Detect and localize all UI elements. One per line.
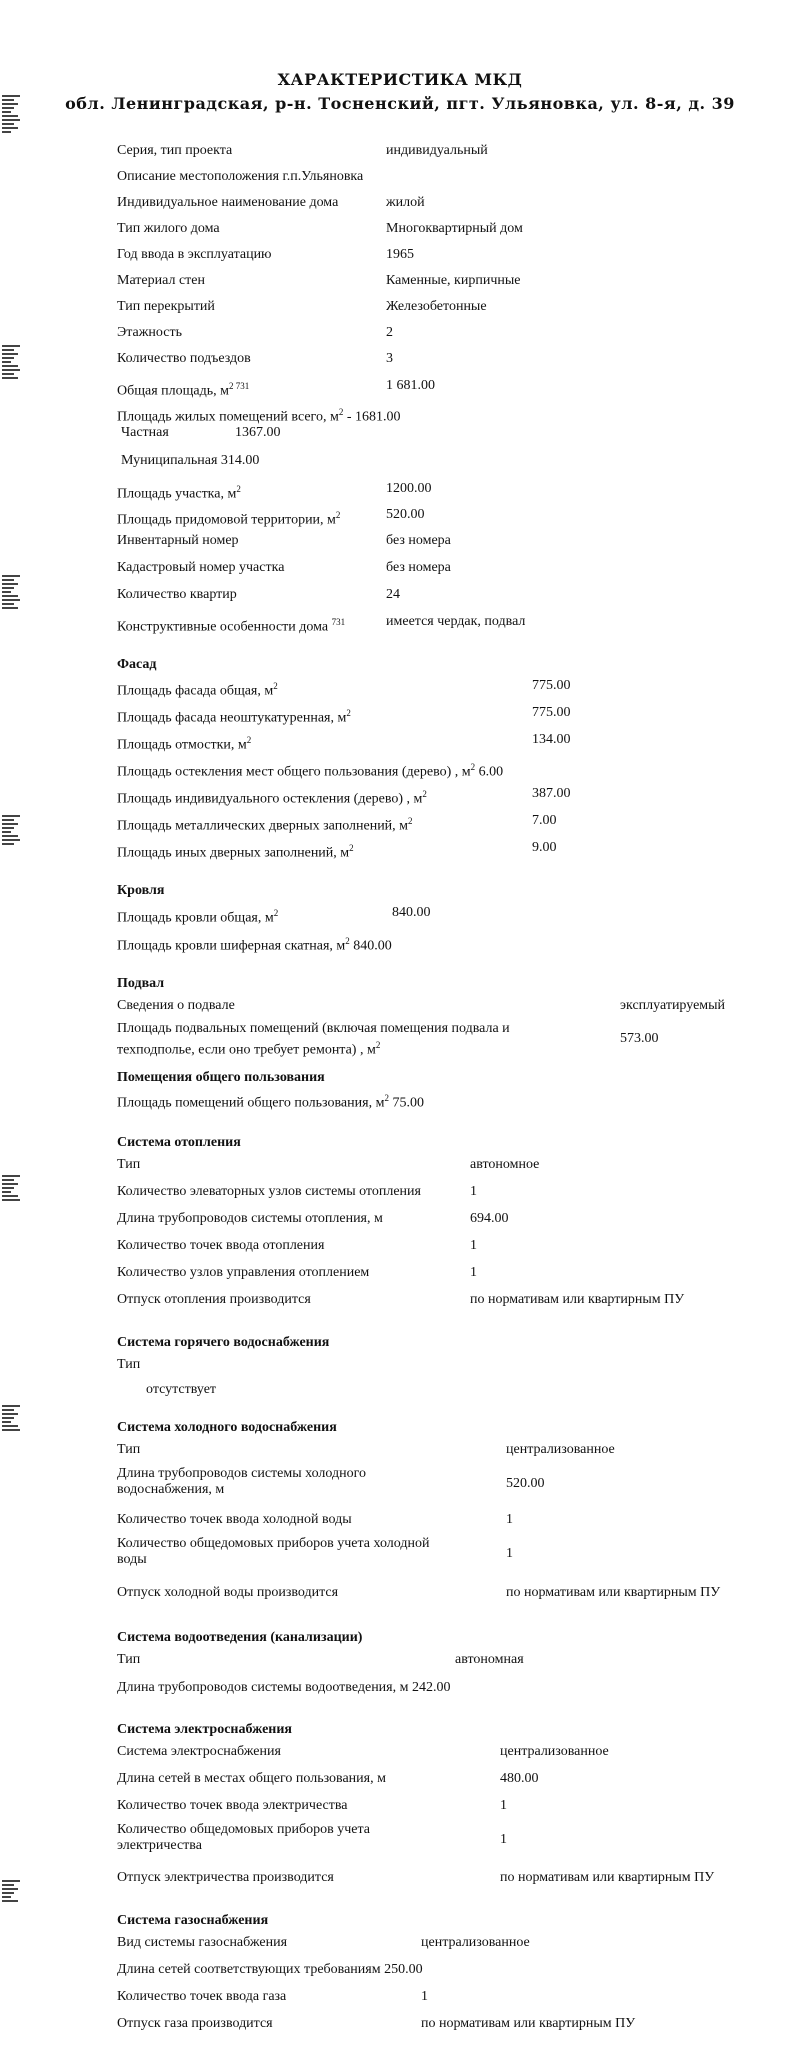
label-individual-glazing: Площадь индивидуального остекления (дерево) , $м^2$ — [117, 789, 427, 807]
value-inventory-number: без номера — [386, 533, 451, 548]
label-private: Частная — [121, 425, 169, 440]
value-coldwater-pipes: 520.00 — [506, 1476, 545, 1491]
value-year: 1965 — [386, 247, 414, 262]
scan-artifact — [2, 345, 20, 381]
label-series: Серия, тип проекта — [117, 143, 233, 158]
label-basement-area: Площадь подвальных помещений (включая помещения подвала и техподполье, если оно требует ремонта) , $м^2$ — [117, 1021, 510, 1058]
value-sewer-type: автономная — [455, 1652, 524, 1667]
section-coldwater-title: Система холодного водоснабжения — [117, 1420, 337, 1435]
label-sewer-type: Тип — [117, 1652, 141, 1667]
label-gas-network: Длина сетей соответствующих требованиям 250.00 — [117, 1962, 423, 1977]
label-power-network: Длина сетей в местах общего пользования, м — [117, 1771, 386, 1786]
label-heating-inputs: Количество точек ввода отопления — [117, 1238, 325, 1253]
scan-artifact — [2, 815, 20, 847]
value-gas-inputs: 1 — [421, 1989, 428, 2004]
value-heating-pipes: 694.00 — [470, 1211, 509, 1226]
scan-artifact — [2, 575, 20, 611]
value-power-system: централизованное — [500, 1744, 609, 1759]
label-wall-material: Материал стен — [117, 273, 205, 288]
value-gas-system: централизованное — [421, 1935, 530, 1950]
value-house-name: жилой — [386, 195, 425, 210]
label-floor-type: Тип перекрытий — [117, 299, 215, 314]
label-roof-slate: Площадь кровли шиферная скатная, $м^2$ 840.00 — [117, 936, 392, 954]
label-gas-inputs: Количество точек ввода газа — [117, 1989, 287, 2004]
label-yard-area: Площадь придомовой территории, $м^2$ — [117, 510, 341, 528]
scan-artifact — [2, 1175, 20, 1203]
value-heating-supply: по нормативам или квартирным ПУ — [470, 1292, 685, 1307]
scan-artifact — [2, 1880, 20, 1904]
value-basement-area: 573.00 — [620, 1031, 659, 1046]
value-coldwater-inputs: 1 — [506, 1512, 513, 1527]
value-roof-total: 840.00 — [392, 905, 431, 920]
label-living-area: Площадь жилых помещений всего, $м^2 - 1681.00$ — [117, 407, 401, 425]
label-heating-type: Тип — [117, 1157, 141, 1172]
section-power-title: Система электроснабжения — [117, 1722, 293, 1737]
label-gas-system: Вид системы газоснабжения — [117, 1935, 288, 1950]
value-facade-unplastered: 775.00 — [532, 705, 571, 720]
section-hotwater-title: Система горячего водоснабжения — [117, 1335, 330, 1350]
label-house-name: Индивидуальное наименование дома — [117, 195, 339, 210]
value-coldwater-type: централизованное — [506, 1442, 615, 1457]
section-gas-title: Система газоснабжения — [117, 1913, 269, 1928]
label-apartments: Количество квартир — [117, 587, 237, 602]
value-power-supply: по нормативам или квартирным ПУ — [500, 1870, 715, 1885]
value-design-features: имеется чердак, подвал — [386, 614, 526, 629]
value-floor-type: Железобетонные — [386, 299, 487, 314]
value-yard-area: 520.00 — [386, 507, 425, 522]
document-title: ХАРАКТЕРИСТИКА МКД — [277, 70, 523, 89]
value-coldwater-meters: 1 — [506, 1546, 513, 1561]
section-roof-title: Кровля — [117, 883, 165, 898]
section-heating-title: Система отопления — [117, 1135, 241, 1150]
label-power-system: Система электроснабжения — [117, 1744, 281, 1759]
value-power-network: 480.00 — [500, 1771, 539, 1786]
value-basement-info: эксплуатируемый — [620, 998, 726, 1013]
label-year: Год ввода в эксплуатацию — [117, 247, 272, 262]
label-sewer-pipes: Длина трубопроводов системы водоотведения, м 242.00 — [117, 1680, 451, 1695]
label-location: Описание местоположения г.п.Ульяновка — [117, 169, 364, 184]
value-power-inputs: 1 — [500, 1798, 507, 1813]
label-roof-total: Площадь кровли общая, $м^2$ — [117, 908, 279, 926]
label-cadastral-number: Кадастровый номер участка — [117, 560, 285, 575]
value-apartments: 24 — [386, 587, 400, 602]
value-metal-doors: 7.00 — [532, 813, 557, 828]
value-heating-control: 1 — [470, 1265, 477, 1280]
label-elevator-nodes: Количество элеваторных узлов системы отопления — [117, 1184, 421, 1199]
document-address: обл. Ленинградская, р-н. Тосненский, пгт. Ульяновка, ул. 8-я, д. 39 — [65, 94, 735, 113]
label-common-area: Площадь помещений общего пользования, $м^2$ 75.00 — [117, 1093, 424, 1111]
section-basement-title: Подвал — [117, 976, 165, 991]
value-cadastral-number: без номера — [386, 560, 451, 575]
label-heating-supply: Отпуск отопления производится — [117, 1292, 311, 1307]
label-total-area: Общая площадь, $м^{2 731}$ — [117, 381, 250, 399]
value-hotwater-type: отсутствует — [146, 1382, 217, 1397]
label-metal-doors: Площадь металлических дверных заполнений, $м^2$ — [117, 816, 413, 834]
label-inventory-number: Инвентарный номер — [117, 533, 239, 548]
value-entrances: 3 — [386, 351, 393, 366]
section-facade-title: Фасад — [117, 657, 157, 672]
value-wall-material: Каменные, кирпичные — [386, 273, 521, 288]
label-floors: Этажность — [117, 325, 182, 340]
value-total-area: 1 681.00 — [386, 378, 435, 393]
value-elevator-nodes: 1 — [470, 1184, 477, 1199]
label-basement-info: Сведения о подвале — [117, 998, 235, 1013]
value-individual-glazing: 387.00 — [532, 786, 571, 801]
label-heating-control: Количество узлов управления отоплением — [117, 1265, 370, 1280]
scan-artifact — [2, 1405, 20, 1433]
label-heating-pipes: Длина трубопроводов системы отопления, м — [117, 1211, 383, 1226]
value-series: индивидуальный — [386, 143, 488, 158]
section-sewer-title: Система водоотведения (канализации) — [117, 1630, 363, 1645]
label-other-doors: Площадь иных дверных заполнений, $м^2$ — [117, 843, 354, 861]
value-gas-supply: по нормативам или квартирным ПУ — [421, 2016, 636, 2031]
value-heating-inputs: 1 — [470, 1238, 477, 1253]
label-hotwater-type: Тип — [117, 1357, 141, 1372]
value-coldwater-supply: по нормативам или квартирным ПУ — [506, 1585, 721, 1600]
label-coldwater-meters: Количество общедомовых приборов учета холодной воды — [117, 1536, 430, 1567]
value-private: 1367.00 — [235, 425, 281, 440]
value-house-type: Многоквартирный дом — [386, 221, 523, 236]
value-plot-area: 1200.00 — [386, 481, 432, 496]
label-coldwater-inputs: Количество точек ввода холодной воды — [117, 1512, 352, 1527]
label-coldwater-supply: Отпуск холодной воды производится — [117, 1585, 339, 1600]
label-facade-unplastered: Площадь фасада неоштукатуренная, $м^2$ — [117, 708, 351, 726]
value-heating-type: автономное — [470, 1157, 540, 1172]
value-other-doors: 9.00 — [532, 840, 557, 855]
value-power-meters: 1 — [500, 1832, 507, 1847]
label-entrances: Количество подъездов — [117, 351, 251, 366]
value-floors: 2 — [386, 325, 393, 340]
label-municipal: Муниципальная 314.00 — [121, 453, 260, 468]
value-facade-total: 775.00 — [532, 678, 571, 693]
label-gas-supply: Отпуск газа производится — [117, 2016, 273, 2031]
label-design-features: Конструктивные особенности дома $^{731}$ — [117, 617, 346, 635]
value-blind-area: 134.00 — [532, 732, 571, 747]
label-blind-area: Площадь отмостки, $м^2$ — [117, 735, 252, 753]
label-facade-total: Площадь фасада общая, $м^2$ — [117, 681, 278, 699]
label-coldwater-type: Тип — [117, 1442, 141, 1457]
label-power-meters: Количество общедомовых приборов учета электричества — [117, 1822, 371, 1853]
label-house-type: Тип жилого дома — [117, 221, 220, 236]
label-plot-area: Площадь участка, $м^2$ — [117, 484, 241, 502]
label-power-inputs: Количество точек ввода электричества — [117, 1798, 348, 1813]
label-common-glazing: Площадь остекления мест общего пользования (дерево) , $м^2$ 6.00 — [117, 762, 504, 780]
label-power-supply: Отпуск электричества производится — [117, 1870, 334, 1885]
section-common-title: Помещения общего пользования — [117, 1070, 325, 1085]
label-coldwater-pipes: Длина трубопроводов системы холодного водоснабжения, м — [117, 1466, 367, 1497]
